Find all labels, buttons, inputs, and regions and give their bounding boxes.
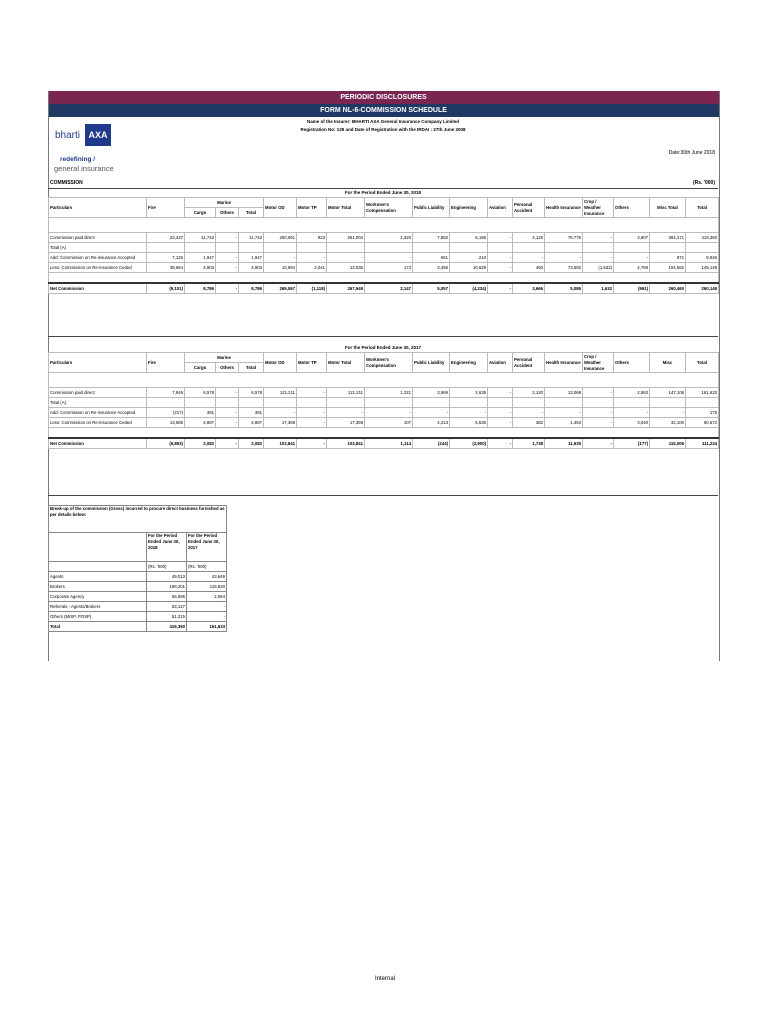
- hdr-marine-total: Total: [239, 208, 264, 218]
- hdr-marine-total: Total: [239, 363, 264, 373]
- table-cell: (1,118): [297, 283, 327, 294]
- hdr-aviation: Aviation: [488, 198, 513, 218]
- table-cell: [147, 398, 185, 408]
- row-label: Commission paid direct: [49, 388, 147, 398]
- table-cell: 4,887: [239, 418, 264, 428]
- breakup-row: [49, 612, 227, 622]
- hdr-marine-others: Others: [216, 208, 239, 218]
- table-cell: [327, 243, 365, 253]
- row-label: Net Commission: [49, 283, 147, 294]
- table-cell: -: [583, 408, 614, 418]
- table-cell: 103,841: [264, 438, 297, 449]
- breakup-cell: -: [187, 612, 227, 622]
- table-cell: 103,841: [327, 438, 365, 449]
- table-cell: -: [216, 388, 239, 398]
- table-cell: 2,635: [450, 388, 488, 398]
- table-cell: [239, 243, 264, 253]
- breakup-cell: 161,633: [187, 622, 227, 632]
- table-cell: [327, 398, 365, 408]
- table-cell: [413, 398, 450, 408]
- table-cell: 149,149: [686, 263, 719, 273]
- breakup-row: [49, 622, 227, 632]
- hdr-personal-accident: Personal Accident: [513, 198, 545, 218]
- table-row: [49, 243, 719, 253]
- hdr-aviation: Aviation: [488, 353, 513, 373]
- breakup-unit-2018: (Rs. '000): [147, 562, 187, 572]
- table-cell: -: [488, 283, 513, 294]
- table-cell: [264, 398, 297, 408]
- title-band-periodic: PERIODIC DISCLOSURES: [48, 91, 719, 104]
- table-cell: -: [488, 388, 513, 398]
- breakup-cell: 2,064: [187, 592, 227, 602]
- table-cell: (177): [614, 438, 650, 449]
- table-cell: (9,101): [147, 283, 185, 294]
- table-cell: -: [488, 438, 513, 449]
- table-cell: 23,437: [147, 233, 185, 243]
- axa-mark: AXA: [85, 124, 111, 146]
- table-cell: 4,887: [185, 418, 216, 428]
- table-cell: -: [297, 408, 327, 418]
- breakup-cell: Others (MISP, POSP): [49, 612, 147, 622]
- table-cell: -: [297, 438, 327, 449]
- table-cell: 4,213: [413, 418, 450, 428]
- row-label: Commission paid direct: [49, 233, 147, 243]
- table-cell: [216, 243, 239, 253]
- breakup-cell: 49,013: [147, 572, 187, 582]
- breakup-cell: Brokers: [49, 582, 147, 592]
- title-band-form: FORM NL-6-COMMISSION SCHEDULE: [48, 104, 719, 117]
- breakup-cell: 51,315: [147, 612, 187, 622]
- hdr-marine: Marine: [185, 353, 264, 363]
- breakup-cell: Total: [49, 622, 147, 632]
- table-cell: [545, 243, 583, 253]
- hdr-motor-tp: Motor TP: [297, 353, 327, 373]
- table-cell: -: [650, 408, 686, 418]
- breakup-cell: 63,127: [147, 602, 187, 612]
- table-cell: -: [488, 408, 513, 418]
- table-cell: [488, 398, 513, 408]
- table-cell: -: [488, 233, 513, 243]
- table-cell: (961): [614, 283, 650, 294]
- table-cell: -: [614, 253, 650, 263]
- hdr-crop: Crop / Weather Insurance: [583, 198, 614, 218]
- table-cell: 2,082: [185, 438, 216, 449]
- hdr-public-liability: Public Liability: [413, 353, 450, 373]
- table-cell: [216, 398, 239, 408]
- row-label: Total (A): [49, 398, 147, 408]
- table-cell: -: [365, 253, 413, 263]
- table-row: [49, 408, 719, 418]
- table-cell: 1,738: [513, 438, 545, 449]
- row-label: Add: Commission on Re-insurance Accepted: [49, 408, 147, 418]
- hdr-misc: Misc: [650, 353, 686, 373]
- hdr-marine: Marine: [185, 198, 264, 208]
- table-cell: 3,969: [413, 388, 450, 398]
- table-cell: 78,776: [545, 233, 583, 243]
- table-cell: (5,853): [147, 438, 185, 449]
- breakup-row: [49, 592, 227, 602]
- hdr-misc-total: Misc Total: [650, 198, 686, 218]
- hdr-health: Health Insurance: [545, 353, 583, 373]
- table-cell: 121,211: [327, 388, 365, 398]
- table-cell: [450, 243, 488, 253]
- table-cell: -: [513, 253, 545, 263]
- table-cell: -: [513, 408, 545, 418]
- hdr-particulars: Particulars: [49, 198, 147, 218]
- hdr-others: Others: [614, 353, 650, 373]
- table-cell: 2,082: [239, 438, 264, 449]
- breakup-table: [48, 505, 227, 632]
- table-cell: 121,211: [264, 388, 297, 398]
- table-cell: (1,632): [583, 263, 614, 273]
- table-cell: -: [365, 408, 413, 418]
- table-cell: (2,900): [450, 438, 488, 449]
- spacer-row: [49, 218, 719, 233]
- table-cell: [583, 398, 614, 408]
- table-cell: 4,903: [185, 263, 216, 273]
- period-2017-title: For the Period Ended June 30, 2017: [344, 345, 422, 350]
- table-cell: -: [583, 233, 614, 243]
- table-cell: -: [545, 408, 583, 418]
- table-cell: [185, 243, 216, 253]
- table-cell: 1,947: [239, 253, 264, 263]
- breakup-cell: 56,695: [147, 592, 187, 602]
- table-row: [49, 438, 719, 449]
- table-cell: 5,086: [545, 283, 583, 294]
- table-cell: 10,629: [450, 263, 488, 273]
- breakup-row: [49, 582, 227, 592]
- table-cell: -: [264, 408, 297, 418]
- hdr-workmens: Workmen's Compensation: [365, 353, 413, 373]
- table-cell: -: [216, 283, 239, 294]
- table-cell: -: [583, 388, 614, 398]
- table-cell: 13,585: [147, 418, 185, 428]
- table-cell: 73,692: [545, 263, 583, 273]
- table-row: [49, 263, 719, 273]
- table-cell: 13,068: [545, 388, 583, 398]
- table-cell: 10,994: [264, 263, 297, 273]
- table-cell: 260,460: [650, 283, 686, 294]
- table-row: [49, 398, 719, 408]
- period-2018-title: For the Period Ended June 30, 2018: [344, 190, 422, 195]
- table-cell: 1,221: [365, 388, 413, 398]
- table-cell: 173: [365, 263, 413, 273]
- table-cell: 460: [513, 263, 545, 273]
- table-cell: -: [413, 408, 450, 418]
- table-cell: 8,786: [185, 283, 216, 294]
- table-cell: 7,949: [147, 388, 185, 398]
- divider: [48, 188, 718, 189]
- logo-brand: bharti: [55, 130, 81, 141]
- table-cell: 6,578: [239, 388, 264, 398]
- table-cell: 11,742: [185, 233, 216, 243]
- table-cell: 923: [297, 233, 327, 243]
- hdr-cargo: Cargo: [185, 363, 216, 373]
- hdr-personal-accident: Personal Accident: [513, 353, 545, 373]
- table-cell: 260,146: [686, 283, 719, 294]
- hdr-motor-tp: Motor TP: [297, 198, 327, 218]
- breakup-cell: 199,201: [147, 582, 187, 592]
- insurer-name: Name of the Insurer: BHARTI AXA General Insurance Company Limited: [307, 119, 459, 124]
- table-row: [49, 388, 719, 398]
- table-cell: 3,040: [614, 418, 650, 428]
- table-cell: 4,768: [614, 263, 650, 273]
- breakup-cell: 43,649: [187, 572, 227, 582]
- table-cell: 419,350: [686, 233, 719, 243]
- table-cell: 2,863: [614, 388, 650, 398]
- hdr-marine-others: Others: [216, 363, 239, 373]
- registration-line: Registration No: 139 and Date of Registration with the IRDAI : 27th June 2008: [300, 127, 466, 132]
- table-cell: 32,100: [650, 418, 686, 428]
- table-cell: [264, 243, 297, 253]
- section-title: COMMISSION: [50, 180, 83, 186]
- hdr-public-liability: Public Liability: [413, 198, 450, 218]
- breakup-row: [49, 572, 227, 582]
- footer-classification: Internal: [374, 976, 395, 982]
- breakup-blank: [49, 533, 147, 562]
- table-cell: [686, 243, 719, 253]
- spacer-row: [49, 428, 719, 439]
- breakup-cell: Referrals - Agents/Brokers: [49, 602, 147, 612]
- table-cell: 391: [239, 408, 264, 418]
- breakup-cell: Corporate Agency: [49, 592, 147, 602]
- hdr-engineering: Engineering: [450, 198, 488, 218]
- company-logo: [52, 124, 122, 174]
- table-cell: 2,147: [365, 283, 413, 294]
- table-cell: -: [327, 408, 365, 418]
- table-cell: 364,171: [650, 233, 686, 243]
- table-cell: 11,635: [545, 438, 583, 449]
- row-label: Add: Commission on Re-insurance Accepted: [49, 253, 147, 263]
- commission-table-2017: [48, 352, 719, 449]
- units-label: (Rs. '000): [692, 180, 715, 186]
- table-cell: -: [297, 253, 327, 263]
- table-cell: 175: [686, 408, 719, 418]
- table-cell: -: [488, 253, 513, 263]
- table-cell: 17,369: [264, 418, 297, 428]
- table-cell: -: [614, 408, 650, 418]
- hdr-motor-od: Motor OD: [264, 353, 297, 373]
- table-cell: 382: [513, 418, 545, 428]
- logo-tagline-1: redefining /: [60, 156, 96, 163]
- table-cell: 3,807: [614, 233, 650, 243]
- hdr-crop: Crop / Weather Insurance: [583, 353, 614, 373]
- table-cell: -: [216, 263, 239, 273]
- row-label: Total (A): [49, 243, 147, 253]
- row-label: Less: Commission on Re-insurance Ceded: [49, 263, 147, 273]
- row-label: Less: Commission on Re-insurance Ceded: [49, 418, 147, 428]
- table-cell: [513, 243, 545, 253]
- table-cell: 107: [365, 418, 413, 428]
- table-cell: [297, 398, 327, 408]
- table-cell: 3,456: [413, 263, 450, 273]
- table-cell: 261,004: [327, 233, 365, 243]
- row-label: Net Commission: [49, 438, 147, 449]
- table-cell: 210: [450, 253, 488, 263]
- table-cell: -: [216, 233, 239, 243]
- table-cell: -: [488, 263, 513, 273]
- hdr-fire: Fire: [147, 353, 185, 373]
- table-cell: 6,185: [450, 233, 488, 243]
- table-row: [49, 418, 719, 428]
- table-cell: (217): [147, 408, 185, 418]
- hdr-motor-total: Motor Total: [327, 353, 365, 373]
- hdr-workmens: Workmen's Compensation: [365, 198, 413, 218]
- table-cell: -: [545, 253, 583, 263]
- table-cell: [297, 243, 327, 253]
- table-cell: 5,535: [450, 418, 488, 428]
- table-cell: 161,633: [686, 388, 719, 398]
- table-cell: [686, 398, 719, 408]
- table-cell: -: [450, 408, 488, 418]
- table-cell: 2,320: [365, 233, 413, 243]
- divider: [48, 336, 718, 337]
- table-cell: [583, 243, 614, 253]
- table-cell: 269,067: [264, 283, 297, 294]
- table-cell: 661: [413, 253, 450, 263]
- table-cell: -: [216, 408, 239, 418]
- hdr-fire: Fire: [147, 198, 185, 218]
- table-cell: 871: [650, 253, 686, 263]
- hdr-others: Others: [614, 198, 650, 218]
- table-cell: 50,572: [686, 418, 719, 428]
- table-cell: 7,126: [147, 253, 185, 263]
- breakup-cell: 115,920: [187, 582, 227, 592]
- table-cell: 1,114: [365, 438, 413, 449]
- table-cell: -: [297, 418, 327, 428]
- table-cell: [413, 243, 450, 253]
- divider: [48, 495, 718, 496]
- breakup-blank: [49, 562, 147, 572]
- breakup-unit-2017: (Rs. '000): [187, 562, 227, 572]
- table-cell: (4,234): [450, 283, 488, 294]
- logo-tagline-2: general insurance: [54, 164, 114, 173]
- hdr-motor-total: Motor Total: [327, 198, 365, 218]
- table-cell: 104,582: [650, 263, 686, 273]
- table-cell: 3,666: [513, 283, 545, 294]
- table-cell: -: [327, 253, 365, 263]
- table-cell: [650, 398, 686, 408]
- table-cell: 267,949: [327, 283, 365, 294]
- table-cell: [365, 398, 413, 408]
- hdr-cargo: Cargo: [185, 208, 216, 218]
- table-cell: 8,786: [239, 283, 264, 294]
- table-row: [49, 283, 719, 294]
- table-cell: -: [297, 388, 327, 398]
- table-cell: [513, 398, 545, 408]
- table-cell: 1,947: [185, 253, 216, 263]
- table-cell: [650, 243, 686, 253]
- table-cell: [488, 243, 513, 253]
- table-cell: 11,742: [239, 233, 264, 243]
- table-cell: -: [216, 418, 239, 428]
- table-cell: -: [216, 253, 239, 263]
- table-cell: 6,578: [185, 388, 216, 398]
- breakup-cell: -: [187, 602, 227, 612]
- table-cell: -: [583, 418, 614, 428]
- breakup-cell: 419,350: [147, 622, 187, 632]
- table-cell: -: [583, 438, 614, 449]
- table-cell: [147, 243, 185, 253]
- table-cell: 17,369: [327, 418, 365, 428]
- table-cell: 2,120: [513, 388, 545, 398]
- breakup-title: Break-up of the commission (Gross) incurred to procure direct business furnished as per details below:: [49, 506, 227, 533]
- breakup-col-2018: For the Period Ended June 30, 2018: [147, 533, 187, 562]
- breakup-col-2017: For the Period Ended June 30, 2017: [187, 533, 227, 562]
- table-cell: 111,234: [686, 438, 719, 449]
- table-cell: [614, 243, 650, 253]
- breakup-cell: Agents: [49, 572, 147, 582]
- spacer-row: [49, 273, 719, 284]
- table-cell: (244): [413, 438, 450, 449]
- spacer-row: [49, 373, 719, 388]
- table-cell: -: [488, 418, 513, 428]
- report-date: Date:30th June 2018: [668, 150, 715, 156]
- table-cell: 2,041: [297, 263, 327, 273]
- hdr-health: Health Insurance: [545, 198, 583, 218]
- hdr-particulars: Particulars: [49, 353, 147, 373]
- table-cell: 13,035: [327, 263, 365, 273]
- table-cell: 1,632: [583, 283, 614, 294]
- table-cell: [185, 398, 216, 408]
- table-cell: 4,903: [239, 263, 264, 273]
- table-cell: 4,126: [513, 233, 545, 243]
- table-cell: 260,061: [264, 233, 297, 243]
- table-row: [49, 253, 719, 263]
- table-cell: -: [583, 253, 614, 263]
- hdr-total: Total: [686, 198, 719, 218]
- table-cell: 7,852: [413, 233, 450, 243]
- table-cell: [614, 398, 650, 408]
- table-cell: 1,453: [545, 418, 583, 428]
- table-cell: 147,106: [650, 388, 686, 398]
- table-cell: [365, 243, 413, 253]
- hdr-total: Total: [686, 353, 719, 373]
- hdr-motor-od: Motor OD: [264, 198, 297, 218]
- table-cell: 5,057: [413, 283, 450, 294]
- table-cell: 115,006: [650, 438, 686, 449]
- table-cell: 391: [185, 408, 216, 418]
- table-cell: -: [216, 438, 239, 449]
- table-cell: 39,664: [147, 263, 185, 273]
- table-cell: [239, 398, 264, 408]
- table-cell: -: [264, 253, 297, 263]
- hdr-engineering: Engineering: [450, 353, 488, 373]
- commission-table-2018: [48, 197, 719, 294]
- table-row: [49, 233, 719, 243]
- breakup-row: [49, 602, 227, 612]
- table-cell: [450, 398, 488, 408]
- table-cell: 9,946: [686, 253, 719, 263]
- table-cell: [545, 398, 583, 408]
